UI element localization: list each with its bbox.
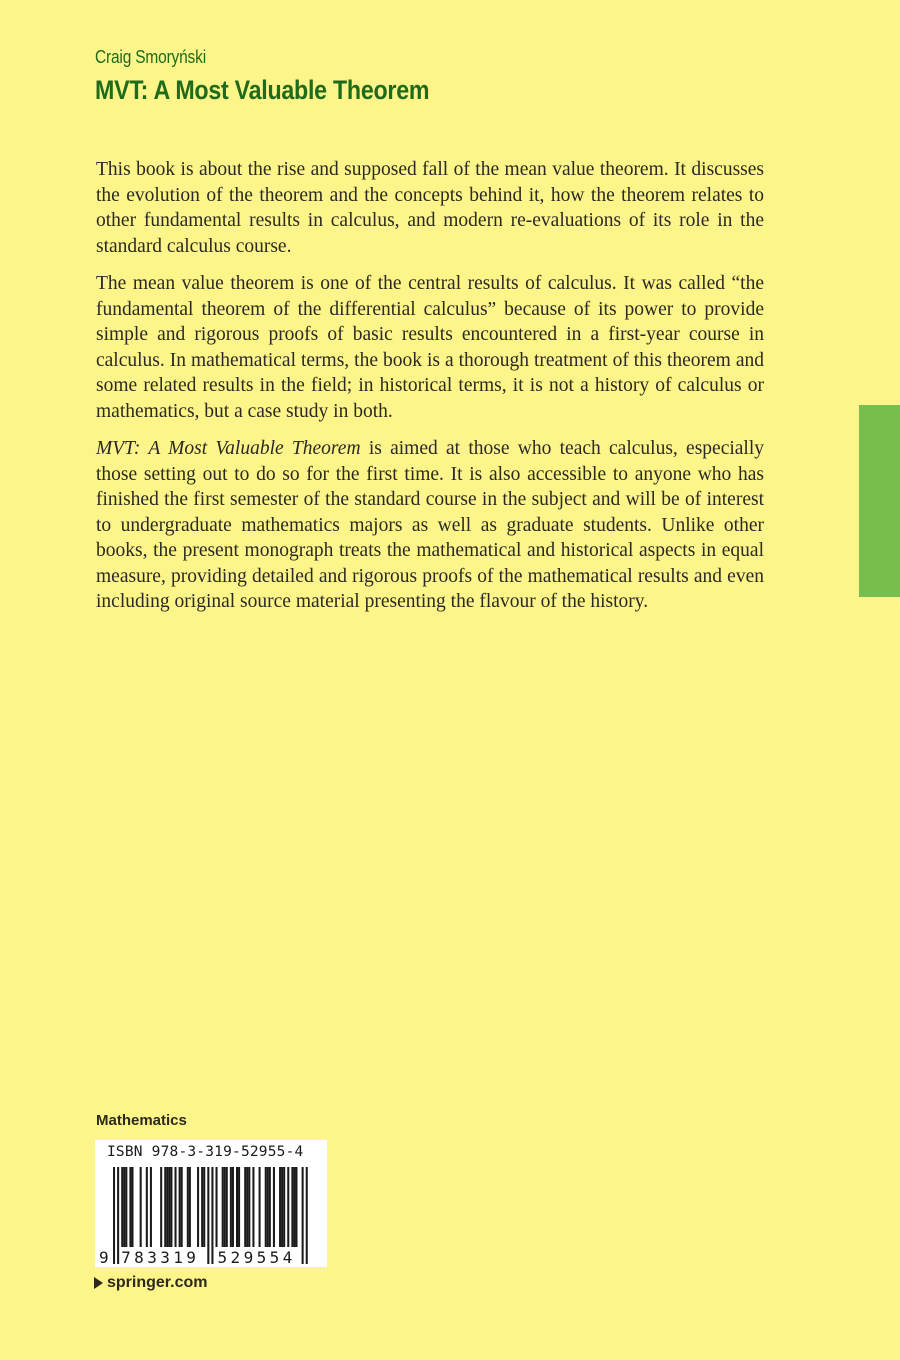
isbn-barcode xyxy=(95,1140,327,1267)
author-name: Craig Smoryński xyxy=(95,47,206,67)
blurb-paragraph-2: The mean value theorem is one of the central results of calculus. It was called “the fundamental theorem of the differential calculus” because of its power to provide simple and rigorous proofs of basic results encountered in a first-year course in calculus. In mathematical terms, the book is a thorough treatment of this theorem and some related results in the field; in historical terms, it is not a history of calculus or mathematics, but a case study in both. xyxy=(96,273,764,422)
paragraph-3-text: is aimed at those who teach calculus, especially those setting out to do so for the first time. It is also accessible to anyone who has finished the first semester of the standard course in the subject and will be of interest to undergraduate mathematics majors as well as graduate students. Unlike other books, the present monograph treats the mathematical and historical aspects in equal measure, providing detailed and rigorous proofs of the mathematical results and even including original source material presenting the flavour of the history. xyxy=(96,438,765,612)
subject-label: Mathematics xyxy=(96,1112,187,1129)
blurb-paragraph-3 xyxy=(96,436,764,615)
svg-text:529554: 529554 xyxy=(217,1248,296,1267)
website-text[interactable]: springer.com xyxy=(107,1274,208,1291)
isbn-number: ISBN 978-3-319-52955-4 xyxy=(107,1144,304,1160)
blurb xyxy=(96,157,764,627)
barcode-icon xyxy=(95,1140,327,1267)
publisher-link[interactable] xyxy=(94,1274,207,1292)
blurb-paragraph-1: This book is about the rise and supposed fall of the mean value theorem. It discusses the evolution of the theorem and the concepts behind it, how the theorem relates to other fundamental results in calculus, and modern re-evaluations of its role in the standard calculus course. xyxy=(96,159,764,257)
svg-text:9: 9 xyxy=(99,1248,109,1267)
color-tab xyxy=(859,405,900,597)
play-arrow-icon xyxy=(94,1277,103,1289)
italic-title: MVT: A Most Valuable Theorem xyxy=(96,438,361,459)
book-title: MVT: A Most Valuable Theorem xyxy=(95,75,430,105)
svg-text:783319: 783319 xyxy=(121,1248,200,1267)
